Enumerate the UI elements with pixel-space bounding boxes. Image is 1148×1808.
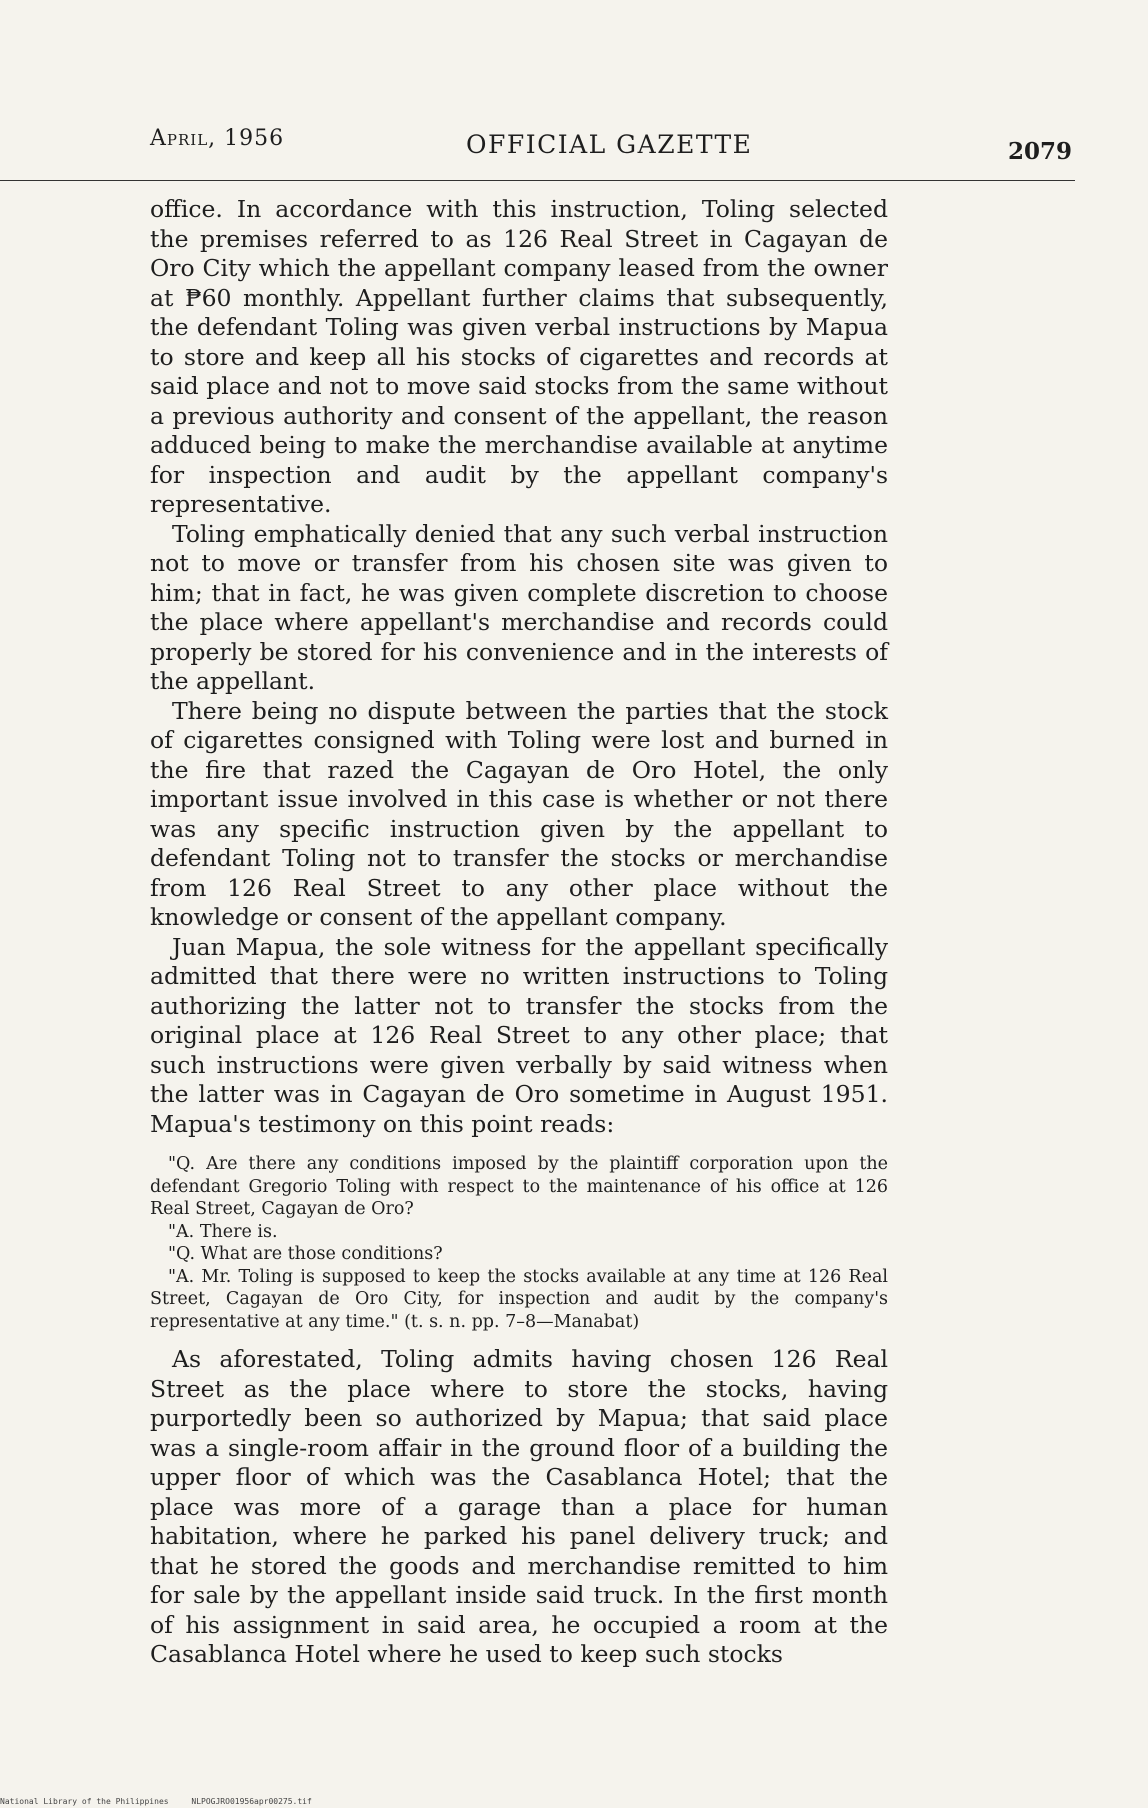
- quote-line: "A. There is.: [168, 1221, 278, 1242]
- page-header: [148, 124, 1074, 164]
- paragraph: Toling emphatically denied that any such verbal instruction not to move or transfer from his chosen site was given to him; that in fact, he was given complete discretion to choose the place where appellant's merchandise and records could properly be stored for his convenience and in the interests of the appellant.: [150, 519, 888, 695]
- testimony-quote: [150, 1153, 888, 1333]
- scan-footer: [0, 1797, 1148, 1806]
- paragraph: office. In accordance with this instruction, Toling selected the premises referred to as 126 Real Street in Cagayan de Oro City which the appellant company leased from the owner at ₱60 monthly. Appellant further claims that subsequently, the defendant Toling was given verbal instructions by Mapua to store and keep all his stocks of cigarettes and records at said place and not to move said stocks from the same without a previous authority and consent of the appellant, the reason adduced being to make the merchandise available at anytime for inspection and audit by the appellant company's representative.: [150, 195, 888, 518]
- paragraph: Juan Mapua, the sole witness for the appellant specifically admitted that there were no written instructions to Toling authorizing the latter not to transfer the stocks from the original place at 126 Real Street to any other place; that such instructions were given verbally by said witness when the latter was in Cagayan de Oro sometime in August 1951. Mapua's testimony on this point reads:: [150, 932, 888, 1138]
- quote-line: "A. Mr. Toling is supposed to keep the stocks available at any time at 126 Real Street, Cagayan de Oro City, for inspection and audit by the company's representative at any time." (t. s. n. pp. 7–8—Manabat): [150, 1266, 888, 1332]
- paragraph: As aforestated, Toling admits having chosen 126 Real Street as the place where to store the stocks, having purportedly been so authorized by Mapua; that said place was a single-room affair in the ground floor of a building the upper floor of which was the Casablanca Hotel; that the place was more of a garage than a place for human habitation, where he parked his panel delivery truck; and that he stored the goods and merchandise remitted to him for sale by the appellant inside said truck. In the first month of his assignment in said area, he occupied a room at the Casablanca Hotel where he used to keep such stocks: [150, 1345, 888, 1668]
- page-number: 2079: [1007, 138, 1072, 165]
- library-credit: National Library of the Philippines: [0, 1797, 169, 1806]
- issue-date: April, 1956: [150, 126, 285, 151]
- paragraph: There being no dispute between the parties that the stock of cigarettes consigned with Toling were lost and burned in the fire that razed the Cagayan de Oro Hotel, the only important issue involved in this case is whether or not there was any specific instruction given by the appellant to defendant Toling not to transfer the stocks or merchandise from 126 Real Street to any other place without the knowledge or consent of the appellant company.: [150, 696, 888, 931]
- publication-title: OFFICIAL GAZETTE: [466, 130, 753, 159]
- header-rule: [0, 180, 1075, 181]
- quote-line: "Q. Are there any conditions imposed by the plaintiff corporation upon the defendant Gregorio Toling with respect to the maintenance of his office at 126 Real Street, Cagayan de Oro?: [150, 1154, 888, 1219]
- page-body: [150, 195, 888, 1670]
- quote-line: "Q. What are those conditions?: [168, 1244, 443, 1264]
- file-id: NLPOGJRO01956apr00275.tif: [191, 1797, 312, 1806]
